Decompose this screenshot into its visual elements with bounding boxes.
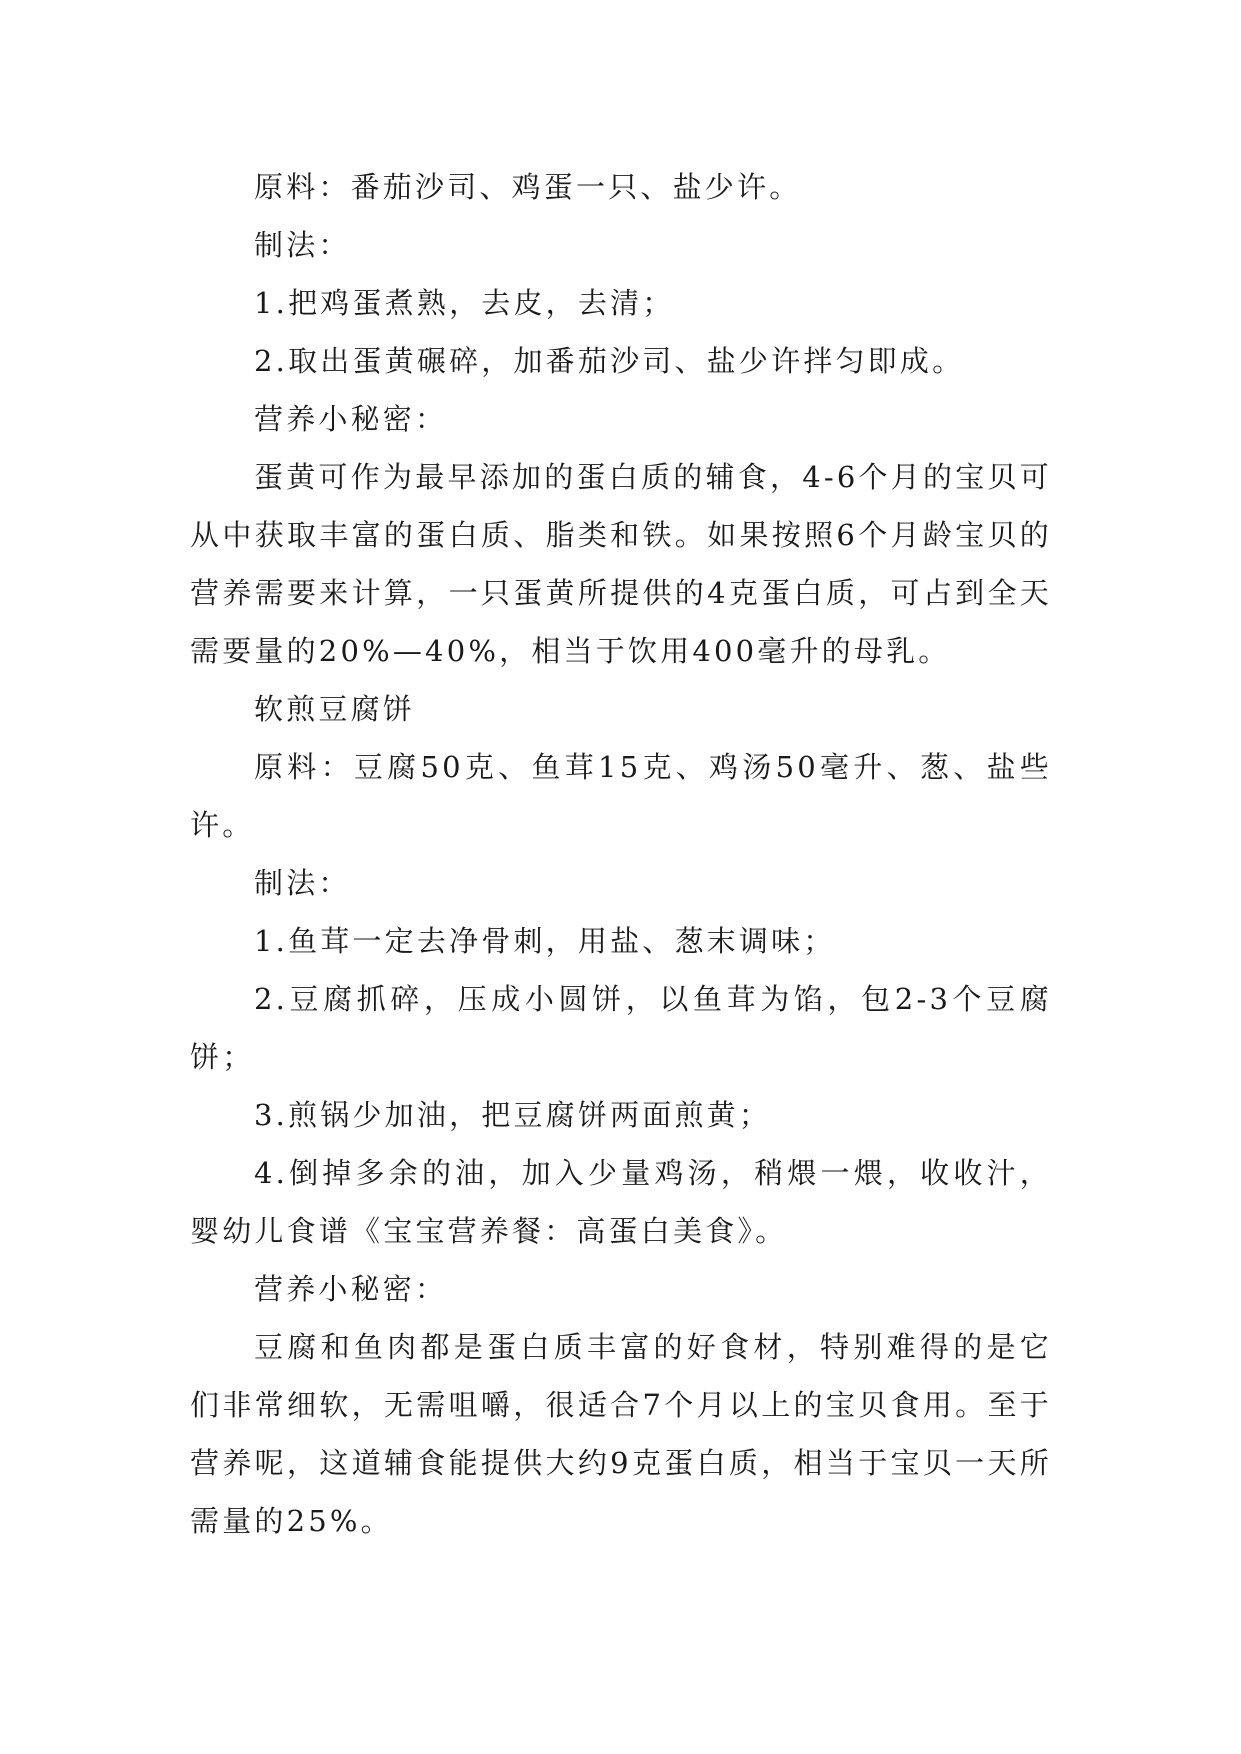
paragraph-step-2-3: 3.煎锅少加油，把豆腐饼两面煎黄； <box>254 1098 772 1132</box>
paragraph-step-2-2: 2.豆腐抓碎，压成小圆饼，以鱼茸为馅，包2-3个豆腐饼； <box>190 982 1052 1074</box>
paragraph-step-1-1: 1.把鸡蛋煮熟，去皮，去清； <box>254 286 675 320</box>
paragraph-step-2-1: 1.鱼茸一定去净骨刺，用盐、葱末调味； <box>254 924 836 958</box>
paragraph-nutrition-heading-1: 营养小秘密： <box>254 402 448 436</box>
paragraph-method-heading-1: 制法： <box>254 228 351 262</box>
document-body <box>190 158 1052 1550</box>
paragraph-ingredients-2: 原料：豆腐50克、鱼茸15克、鸡汤50毫升、葱、盐些许。 <box>190 750 1052 842</box>
paragraph-nutrition-1: 蛋黄可作为最早添加的蛋白质的辅食，4-6个月的宝贝可从中获取丰富的蛋白质、脂类和铁。如果按照6个月龄宝贝的营养需要来计算，一只蛋黄所提供的4克蛋白质，可占到全天需要量的20%—40%，相当于饮用400毫升的母乳。 <box>190 460 1052 668</box>
paragraph-ingredients-1: 原料：番茄沙司、鸡蛋一只、盐少许。 <box>254 170 802 204</box>
paragraph-step-2-4: 4.倒掉多余的油，加入少量鸡汤，稍煨一煨，收收汁，婴幼儿食谱《宝宝营养餐：高蛋白美食》。 <box>190 1156 1052 1248</box>
paragraph-step-1-2: 2.取出蛋黄碾碎，加番茄沙司、盐少许拌匀即成。 <box>254 344 965 378</box>
paragraph-nutrition-heading-2: 营养小秘密： <box>254 1272 448 1306</box>
paragraph-method-heading-2: 制法： <box>254 866 351 900</box>
paragraph-nutrition-2: 豆腐和鱼肉都是蛋白质丰富的好食材，特别难得的是它们非常细软，无需咀嚼，很适合7个月以上的宝贝食用。至于营养呢，这道辅食能提供大约9克蛋白质，相当于宝贝一天所需量的25%。 <box>190 1330 1052 1538</box>
paragraph-recipe-title: 软煎豆腐饼 <box>254 692 416 726</box>
